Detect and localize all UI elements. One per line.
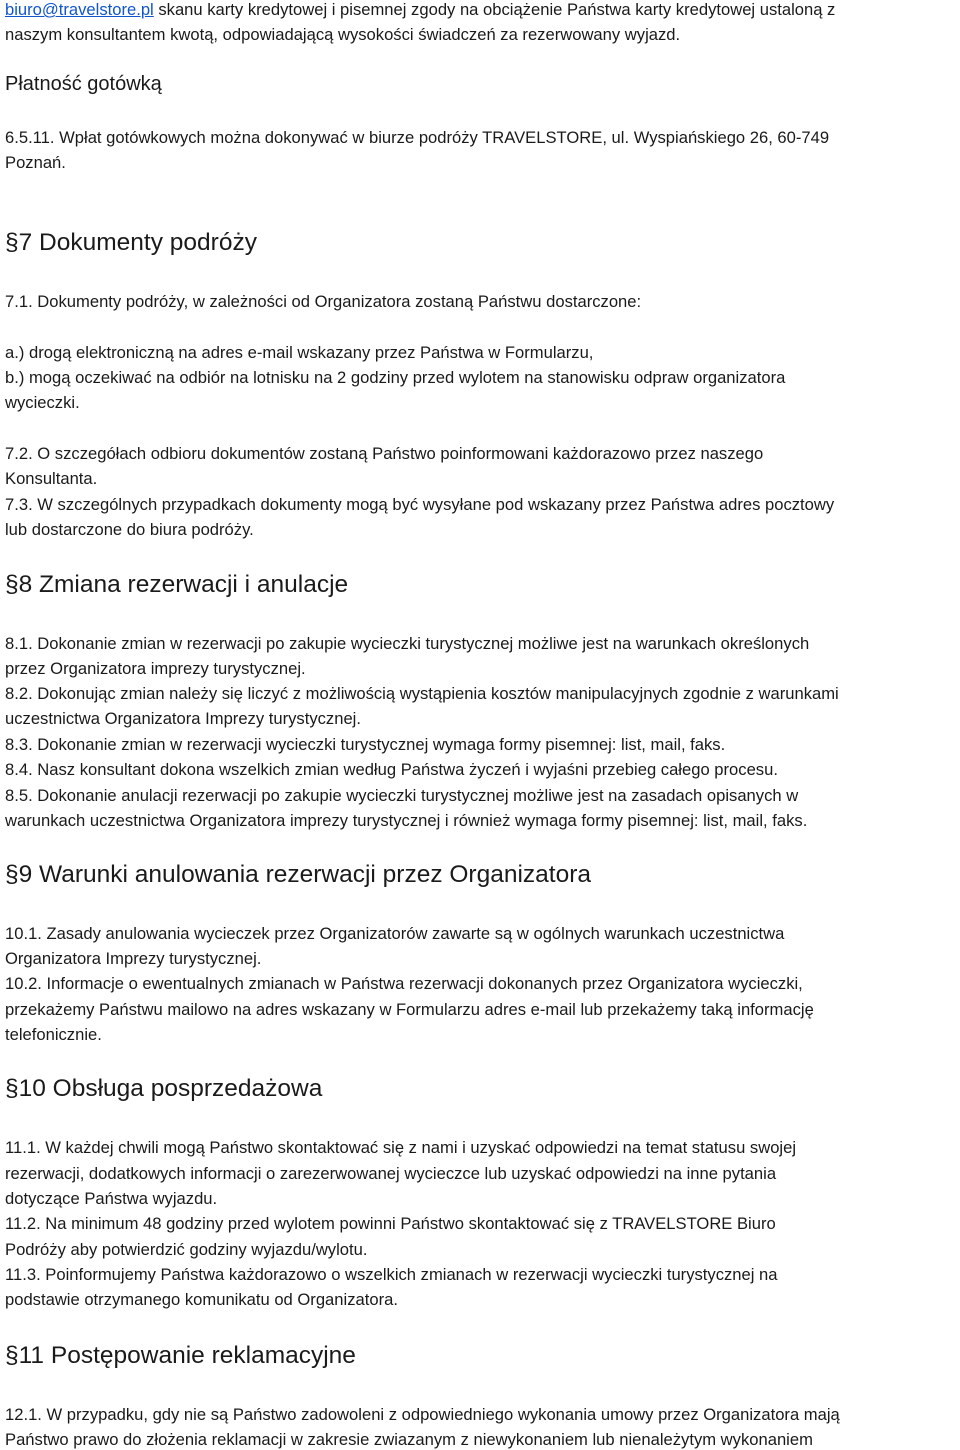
section-8-line: 8.4. Nasz konsultant dokona wszelkich zmian według Państwa życzeń i wyjaśni przebieg całego procesu. <box>5 760 778 779</box>
cash-payment-heading: Płatność gotówką <box>5 73 162 95</box>
section-8-line: warunkach uczestnictwa Organizatora imprezy turystycznej i również wymaga formy pisemnej: list, mail, faks. <box>5 811 808 830</box>
section-7-line: 7.1. Dokumenty podróży, w zależności od Organizatora zostaną Państwu dostarczone: <box>5 292 642 311</box>
section-7-heading: §7 Dokumenty podróży <box>5 229 257 256</box>
section-8-line: 8.2. Dokonując zmian należy się liczyć z możliwością wystąpienia kosztów manipulacyjnych zgodnie z warunkami <box>5 684 839 703</box>
section-7-line: b.) mogą oczekiwać na odbiór na lotnisku na 2 godziny przed wylotem na stanowisku odpraw organizatora <box>5 368 786 387</box>
section-10-line: rezerwacji, dodatkowych informacji o zarezerwowanej wycieczce lub uzyskać odpowiedzi na inne pytania <box>5 1164 777 1183</box>
section-8-line: 8.5. Dokonanie anulacji rezerwacji po zakupie wycieczki turystycznej możliwe jest na zasadach opisanych w <box>5 786 799 805</box>
section-7-line: wycieczki. <box>5 393 80 412</box>
section-10-line: 11.2. Na minimum 48 godziny przed wylotem powinni Państwo skontaktować się z TRAVELSTORE Biuro <box>5 1214 776 1233</box>
cash-paragraph-line: 6.5.11. Wpłat gotówkowych można dokonywać w biurze podróży TRAVELSTORE, ul. Wyspiańskiego 26, 60-749 <box>5 128 830 147</box>
section-8-heading: §8 Zmiana rezerwacji i anulacje <box>5 571 349 598</box>
cash-paragraph-line: Poznań. <box>5 153 66 172</box>
section-11-line: Państwo prawo do złożenia reklamacji w zakresie zwiazanym z niewykonaniem lub nienależytym wykonaniem <box>5 1430 813 1449</box>
intro-line-2: naszym konsultantem kwotą, odpowiadającą wysokości świadczeń za rezerwowany wyjazd. <box>5 25 681 44</box>
section-11-heading: §11 Postępowanie reklamacyjne <box>5 1342 356 1369</box>
section-7-line: a.) drogą elektroniczną na adres e-mail wskazany przez Państwa w Formularzu, <box>5 343 594 362</box>
section-8-line: 8.3. Dokonanie zmian w rezerwacji wycieczki turystycznej wymaga formy pisemnej: list, mail, faks. <box>5 735 726 754</box>
section-10-line: podstawie otrzymanego komunikatu od Organizatora. <box>5 1290 398 1309</box>
section-8-line: przez Organizatora imprezy turystycznej. <box>5 659 306 678</box>
section-9-line: 10.2. Informacje o ewentualnych zmianach w Państwa rezerwacji dokonanych przez Organizatora wycieczki, <box>5 974 803 993</box>
section-10-line: 11.3. Poinformujemy Państwa każdorazowo o wszelkich zmianach w rezerwacji wycieczki turystycznej na <box>5 1265 778 1284</box>
section-7-line: 7.2. O szczegółach odbioru dokumentów zostaną Państwo poinformowani każdorazowo przez naszego <box>5 444 764 463</box>
section-7-line: lub dostarczone do biura podróży. <box>5 520 254 539</box>
email-link[interactable]: biuro@travelstore.pl <box>5 0 154 19</box>
intro-line-1 <box>5 0 835 20</box>
section-10-line: 11.1. W każdej chwili mogą Państwo skontaktować się z nami i uzyskać odpowiedzi na temat statusu swojej <box>5 1138 797 1157</box>
section-9-line: przekażemy Państwu mailowo na adres wskazany w Formularzu adres e-mail lub przekażemy taką informację <box>5 1000 814 1019</box>
section-9-line: 10.1. Zasady anulowania wycieczek przez Organizatorów zawarte są w ogólnych warunkach uczestnictwa <box>5 924 785 943</box>
section-10-heading: §10 Obsługa posprzedażowa <box>5 1075 323 1102</box>
section-11-line: 12.1. W przypadku, gdy nie są Państwo zadowoleni z odpowiedniego wykonania umowy przez Organizatora mają <box>5 1405 840 1424</box>
section-8-line: uczestnictwa Organizatora Imprezy turystycznej. <box>5 709 361 728</box>
section-9-heading: §9 Warunki anulowania rezerwacji przez Organizatora <box>5 861 592 888</box>
section-10-line: dotyczące Państwa wyjazdu. <box>5 1189 218 1208</box>
section-9-line: Organizatora Imprezy turystycznej. <box>5 949 262 968</box>
section-7-line: Konsultanta. <box>5 469 98 488</box>
intro-text: skanu karty kredytowej i pisemnej zgody na obciążenie Państwa karty kredytowej ustaloną z <box>153 0 836 19</box>
section-10-line: Podróży aby potwierdzić godziny wyjazdu/wylotu. <box>5 1240 368 1259</box>
section-7-line: 7.3. W szczególnych przypadkach dokumenty mogą być wysyłane pod wskazany przez Państwa adres pocztowy <box>5 495 835 514</box>
section-8-line: 8.1. Dokonanie zmian w rezerwacji po zakupie wycieczki turystycznej możliwe jest na warunkach określonych <box>5 634 810 653</box>
section-9-line: telefonicznie. <box>5 1025 102 1044</box>
